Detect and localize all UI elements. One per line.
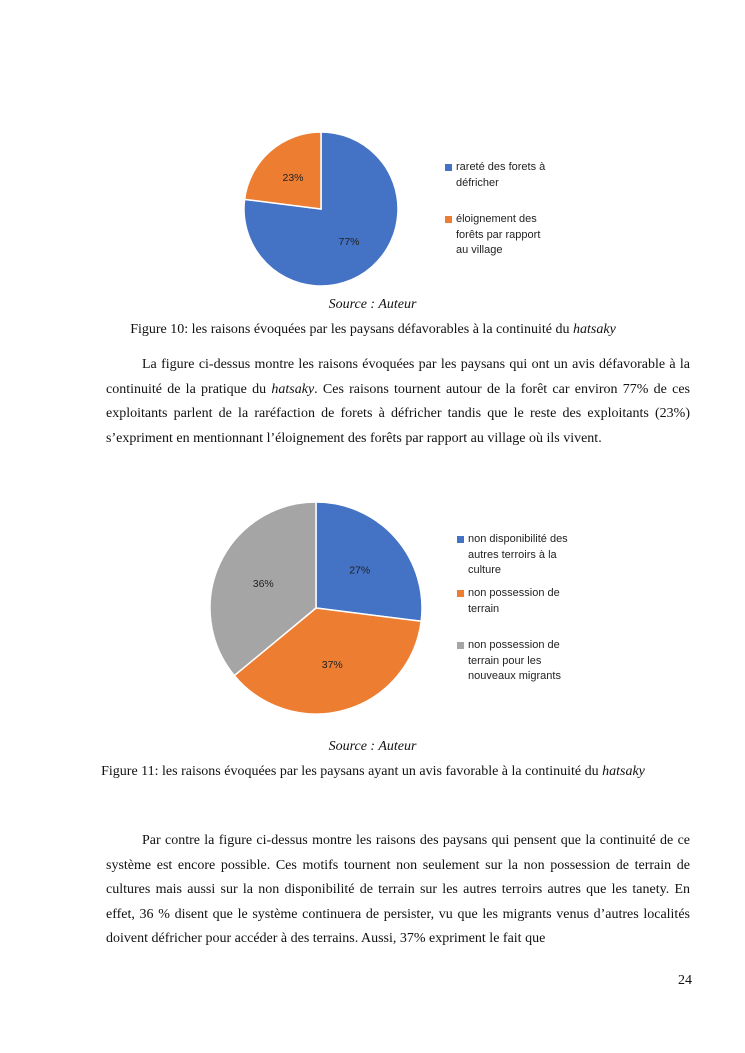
pie-chart-figure-11	[210, 502, 422, 714]
pie-data-label: 27%	[349, 564, 371, 577]
figure-11-caption	[28, 764, 718, 780]
pie-chart-figure-10	[244, 132, 398, 286]
legend-label: éloignement des forêts par rapport au village	[456, 213, 541, 256]
paragraph-2	[106, 829, 690, 952]
legend-swatch	[457, 590, 464, 597]
pie-data-label: 36%	[252, 578, 274, 591]
legend-item	[445, 212, 555, 259]
paragraph-1	[106, 353, 690, 451]
paragraph-emphasis: hatsaky	[271, 381, 315, 397]
pie-data-label: 23%	[282, 172, 304, 185]
figure-10-source: Source : Auteur	[328, 297, 417, 312]
caption-text: Figure 10: les raisons évoquées par les paysans défavorables à la continuité du	[130, 322, 574, 337]
legend-item	[445, 160, 585, 191]
paragraph-text: La figure ci-dessus montre les raisons évoquées par les paysans qui ont un avis défavorable à la continuité de la pratique du	[106, 357, 690, 397]
legend-label: non possession de terrain	[468, 587, 560, 615]
legend-item	[457, 586, 579, 617]
legend-swatch	[457, 536, 464, 543]
legend-label: rareté des forets à défricher	[456, 161, 546, 189]
legend-item	[457, 638, 579, 685]
pie-data-label: 77%	[338, 235, 360, 248]
legend-swatch	[445, 216, 452, 223]
legend-swatch	[457, 642, 464, 649]
caption-emphasis: hatsaky	[602, 764, 645, 779]
legend-swatch	[445, 164, 452, 171]
pie-slice	[316, 502, 422, 621]
figure-10-caption	[33, 322, 713, 338]
figure-11-source: Source : Auteur	[328, 739, 417, 754]
legend-label: non possession de terrain pour les nouveaux migrants	[468, 639, 561, 682]
legend-label: non disponibilité des autres terroirs à la culture	[468, 533, 568, 576]
legend-item	[457, 532, 579, 579]
caption-text: Figure 11: les raisons évoquées par les paysans ayant un avis favorable à la continuité du	[101, 764, 603, 779]
paragraph-text: Par contre la figure ci-dessus montre les raisons des paysans qui pensent que la continuité de ce système est encore possible. Ces motifs tournent non seulement sur la non possession de terrain de cultures mais aussi sur la non disponibilité de terrain sur les autres terroirs autres que les tanety. En effet, 36 % disent que le système continuera de persister, vu que les migrants venus d’autres localités doivent défricher pour accéder à des terrains. Aussi, 37% expriment le fait que	[106, 833, 690, 946]
page-number: 24	[678, 973, 692, 988]
pie-slice	[245, 132, 321, 209]
caption-emphasis: hatsaky	[573, 322, 616, 337]
pie-data-label: 37%	[321, 658, 343, 671]
paragraph-text: . Ces raisons tournent autour de la forêt car environ 77% de ces exploitants parlent de la raréfaction de forets à défricher tandis que le reste des exploitants (23%) s’expriment en mentionnant l’éloignement des forêts par rapport au village où ils vivent.	[106, 381, 690, 446]
